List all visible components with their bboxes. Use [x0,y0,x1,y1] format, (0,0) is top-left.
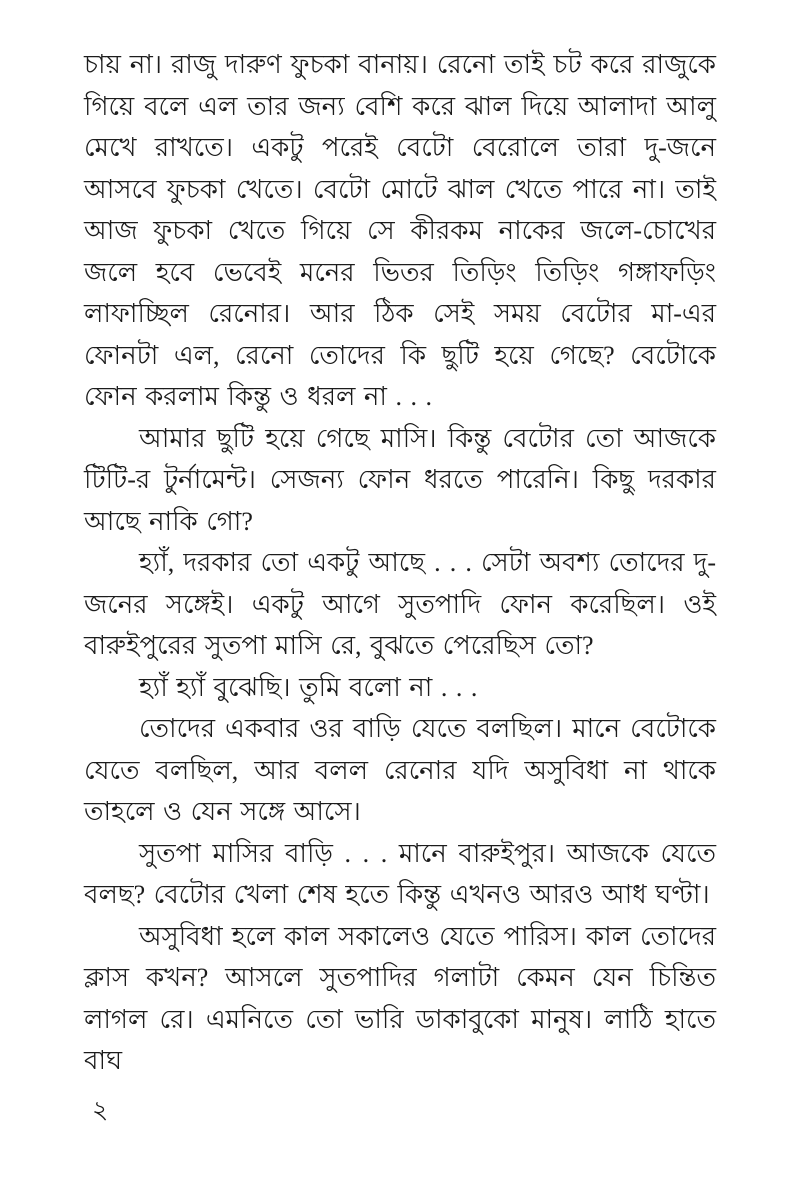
paragraph: হ্যাঁ হ্যাঁ বুঝেছি। তুমি বলো না . . . [139,672,478,702]
paragraph: অসুবিধা হলে কাল সকালেও যেতে পারিস। কাল তোদের ক্লাস কখন? আসলে সুতপাদির গলাটা কেমন যেন চিন্তিত লাগল রে। এমনিতে তো ভারি ডাকাবুকো মানুষ। লাঠি হাতে বাঘ [84,921,716,1075]
paragraph-continuation: চায় না। রাজু দারুণ ফুচকা বানায়। রেনো তাই চট করে রাজুকে গিয়ে বলে এল তার জন্য বেশি করে ঝাল দিয়ে আলাদা আলু মেখে রাখতে। একটু পরেই বেটো বেরোলে তারা দু-জনে আসবে ফুচকা খেতে। বেটো মোটে ঝাল খেতে পারে না। তাই আজ ফুচকা খেতে গিয়ে সে কীরকম নাকের জলে-চোখের জলে হবে ভেবেই মনের ভিতর তিড়িং তিড়িং গঙ্গাফড়িং লাফাচ্ছিল রেনোর। আর ঠিক সেই সময় বেটোর মা-এর ফোনটা এল, রেনো তোদের কি ছুটি হয়ে গেছে? বেটোকে ফোন করলাম কিন্তু ও ধরল না . . . [84,50,716,411]
paragraph: হ্যাঁ, দরকার তো একটু আছে . . . সেটা অবশ্য তোদের দু-জনের সঙ্গেই। একটু আগে সুতপাদি ফোন করেছিল। ওই বারুইপুরের সুতপা মাসি রে, বুঝতে পেরেছিস তো? [84,548,716,660]
paragraph: আমার ছুটি হয়ে গেছে মাসি। কিন্তু বেটোর তো আজকে টিটি-র টুর্নামেন্ট। সেজন্য ফোন ধরতে পারেনি। কিছু দরকার আছে নাকি গো? [84,423,716,536]
page-number: ২ [92,1097,109,1124]
body-text [84,44,716,1082]
paragraph: সুতপা মাসির বাড়ি . . . মানে বারুইপুর। আজকে যেতে বলছ? বেটোর খেলা শেষ হতে কিন্তু এখনও আরও আধ ঘণ্টা। [84,838,716,909]
paragraph: তোদের একবার ওর বাড়ি যেতে বলছিল। মানে বেটোকে যেতে বলছিল, আর বলল রেনোর যদি অসুবিধা না থাকে তাহলে ও যেন সঙ্গে আসে। [84,714,716,826]
